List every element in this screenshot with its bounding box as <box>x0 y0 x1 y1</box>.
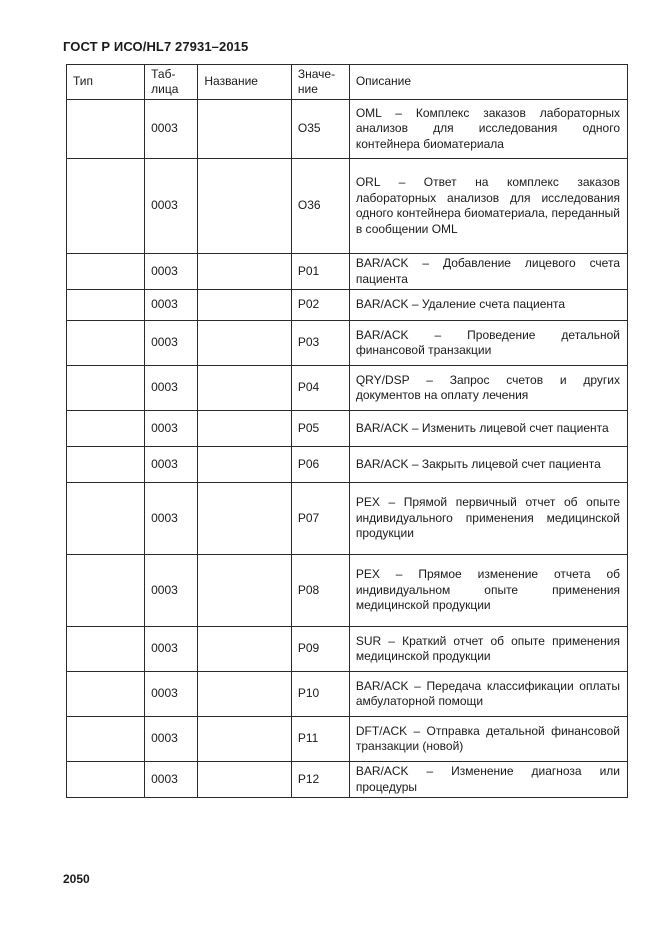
cell-value: P09 <box>291 627 349 672</box>
description-text: – Отправка детальной финансовой транзакции (новой) <box>355 723 620 753</box>
description-text: – Добавление лицевого счета пациента <box>355 256 620 286</box>
message-code: ORL <box>355 175 381 189</box>
cell-type <box>67 321 145 366</box>
cell-description <box>349 762 627 798</box>
cell-value: P02 <box>291 290 349 321</box>
cell-type <box>67 100 145 159</box>
document-title: ГОСТ Р ИСО/HL7 27931–2015 <box>63 39 249 54</box>
cell-value: P04 <box>291 366 349 411</box>
cell-table: 0003 <box>145 290 198 321</box>
message-code: DFT/ACK <box>355 723 408 738</box>
cell-table: 0003 <box>145 672 198 717</box>
cell-table: 0003 <box>145 762 198 798</box>
cell-name <box>198 411 292 447</box>
cell-description <box>349 411 627 447</box>
cell-description <box>349 366 627 411</box>
message-code: OML <box>355 105 382 120</box>
table-row <box>67 290 628 321</box>
description-text: – Ответ на комплекс заказов лабораторных анализов для исследования одного контейнера биоматериала, переданный в сообщении OML <box>355 175 620 236</box>
cell-description <box>349 717 627 762</box>
cell-description <box>349 290 627 321</box>
cell-value: P08 <box>291 555 349 627</box>
column-header-table: Таб- лица <box>145 65 198 100</box>
message-code: BAR/ACK <box>355 297 409 312</box>
message-code: PEX <box>355 495 380 510</box>
cell-description <box>349 672 627 717</box>
cell-type <box>67 483 145 555</box>
page-number: 2050 <box>63 872 90 886</box>
table-row <box>67 447 628 483</box>
column-header-description: Описание <box>349 65 627 100</box>
cell-description <box>349 321 627 366</box>
cell-name <box>198 447 292 483</box>
cell-table: 0003 <box>145 411 198 447</box>
cell-table: 0003 <box>145 321 198 366</box>
cell-table: 0003 <box>145 555 198 627</box>
cell-value: P12 <box>291 762 349 798</box>
cell-value: O36 <box>291 159 349 254</box>
table-row <box>67 321 628 366</box>
cell-value: P06 <box>291 447 349 483</box>
cell-type <box>67 159 145 254</box>
message-code: PEX <box>355 567 380 582</box>
table-row <box>67 411 628 447</box>
description-text: – Изменить лицевой счет пациента <box>408 420 609 435</box>
cell-name <box>198 717 292 762</box>
table-row <box>67 717 628 762</box>
column-header-value: Значе- ние <box>291 65 349 100</box>
cell-value: P11 <box>291 717 349 762</box>
cell-value: P03 <box>291 321 349 366</box>
table-row <box>67 672 628 717</box>
message-code: BAR/ACK <box>355 420 409 435</box>
cell-name <box>198 290 292 321</box>
cell-type <box>67 447 145 483</box>
message-code: BAR/ACK <box>355 256 409 270</box>
table-row <box>67 483 628 555</box>
cell-description <box>349 159 627 254</box>
cell-name <box>198 254 292 290</box>
description-text: – Прямое изменение отчета об индивидуальном опыте применения медицинской продукции <box>355 567 620 613</box>
cell-description <box>349 555 627 627</box>
cell-value: P05 <box>291 411 349 447</box>
message-code: BAR/ACK <box>355 456 409 471</box>
cell-type <box>67 411 145 447</box>
description-text: – Прямой первичный отчет об опыте индивидуального применения медицинской продукции <box>355 495 620 541</box>
message-code: QRY/DSP <box>355 372 410 387</box>
cell-description <box>349 483 627 555</box>
cell-type <box>67 717 145 762</box>
cell-value: P07 <box>291 483 349 555</box>
cell-type <box>67 627 145 672</box>
message-code: BAR/ACK <box>355 764 409 778</box>
cell-table: 0003 <box>145 483 198 555</box>
cell-table: 0003 <box>145 627 198 672</box>
cell-table: 0003 <box>145 366 198 411</box>
cell-name <box>198 483 292 555</box>
cell-table: 0003 <box>145 159 198 254</box>
cell-type <box>67 762 145 798</box>
cell-name <box>198 366 292 411</box>
cell-description <box>349 627 627 672</box>
cell-description <box>349 447 627 483</box>
description-text: – Закрыть лицевой счет пациента <box>408 456 601 471</box>
cell-name <box>198 762 292 798</box>
description-text: – Комплекс заказов лабораторных анализов для исследования одного контейнера биоматериала <box>355 105 620 151</box>
spec-table <box>66 64 628 798</box>
description-text: – Проведение детальной финансовой транзакции <box>355 327 620 357</box>
cell-name <box>198 627 292 672</box>
description-text: – Изменение диагноза или процедуры <box>355 764 620 794</box>
cell-table: 0003 <box>145 717 198 762</box>
cell-name <box>198 321 292 366</box>
column-header-type: Тип <box>67 65 145 100</box>
cell-value: P01 <box>291 254 349 290</box>
message-code: BAR/ACK <box>355 327 409 342</box>
description-text: – Передача классификации оплаты амбулаторной помощи <box>355 678 620 708</box>
cell-name <box>198 555 292 627</box>
table-row <box>67 100 628 159</box>
description-text: – Запрос счетов и других документов на оплату лечения <box>355 372 620 402</box>
cell-type <box>67 254 145 290</box>
table-row <box>67 254 628 290</box>
table-row <box>67 555 628 627</box>
cell-value: O35 <box>291 100 349 159</box>
message-code: SUR <box>355 633 382 648</box>
cell-table: 0003 <box>145 447 198 483</box>
cell-name <box>198 100 292 159</box>
cell-type <box>67 555 145 627</box>
cell-table: 0003 <box>145 100 198 159</box>
description-text: – Удаление счета пациента <box>408 297 566 312</box>
table-row <box>67 159 628 254</box>
cell-type <box>67 672 145 717</box>
cell-description <box>349 100 627 159</box>
table-header-row <box>67 65 628 100</box>
table-row <box>67 366 628 411</box>
cell-table: 0003 <box>145 254 198 290</box>
cell-type <box>67 290 145 321</box>
description-text: – Краткий отчет об опыте применения медицинской продукции <box>355 633 620 663</box>
table-row <box>67 762 628 798</box>
cell-name <box>198 672 292 717</box>
cell-description <box>349 254 627 290</box>
cell-type <box>67 366 145 411</box>
message-code: BAR/ACK <box>355 678 409 693</box>
cell-value: P10 <box>291 672 349 717</box>
cell-name <box>198 159 292 254</box>
table-row <box>67 627 628 672</box>
column-header-name: Название <box>198 65 292 100</box>
